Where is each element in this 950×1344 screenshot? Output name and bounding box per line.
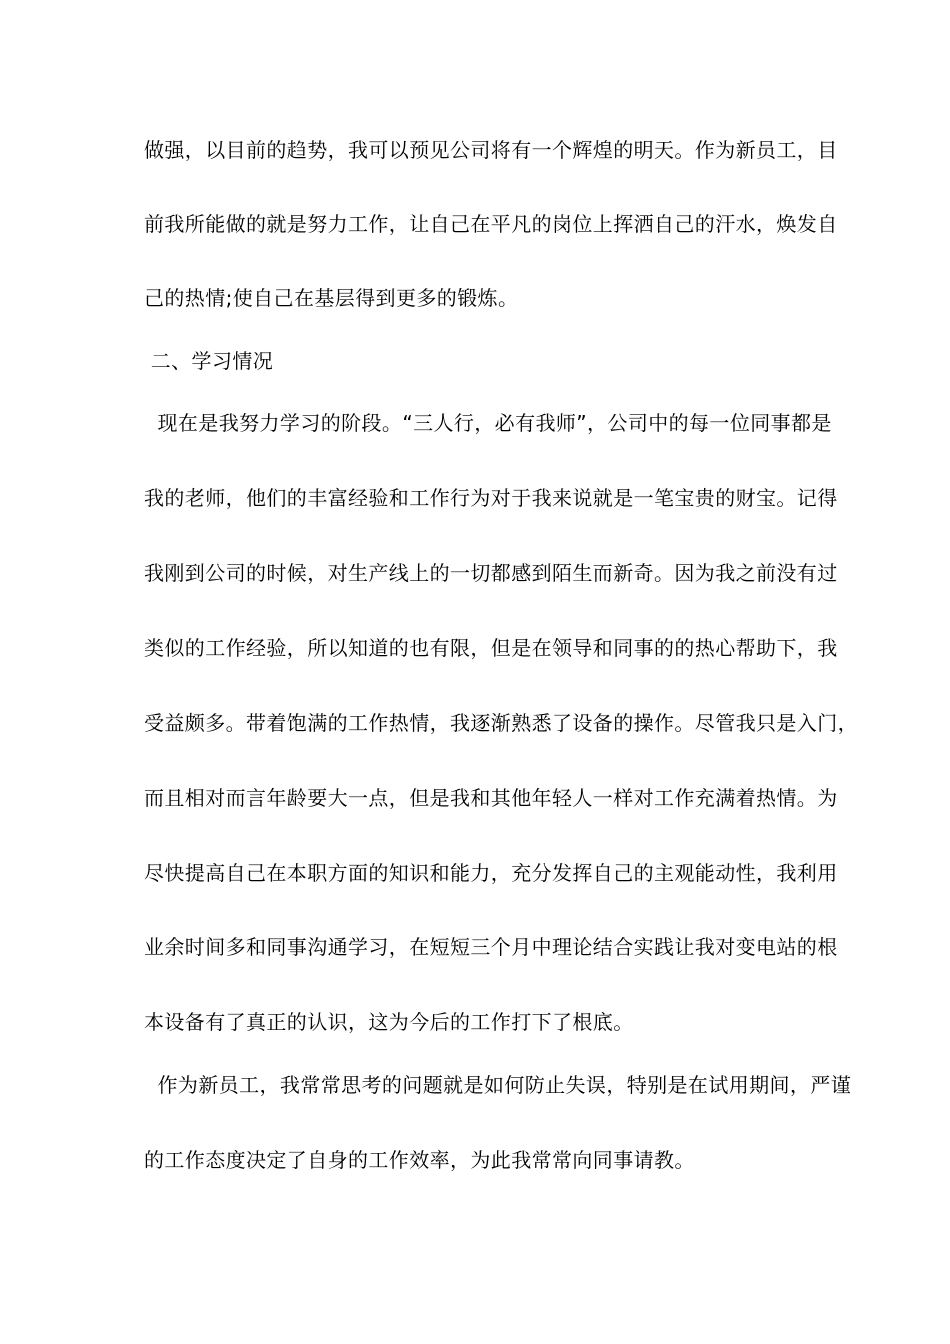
text-line: 我的老师，他们的丰富经验和工作行为对于我来说就是一笔宝贵的财宝。记得 — [144, 486, 838, 510]
text-line: 受益颇多。带着饱满的工作热情，我逐渐熟悉了设备的操作。尽管我只是入门， — [144, 711, 858, 735]
text-line: 我刚到公司的时候，对生产线上的一切都感到陌生而新奇。因为我之前没有过 — [144, 561, 838, 585]
text-line: 业余时间多和同事沟通学习，在短短三个月中理论结合实践让我对变电站的根 — [144, 935, 838, 959]
text-line: 做强，以目前的趋势，我可以预见公司将有一个辉煌的明天。作为新员工，目 — [144, 138, 838, 162]
text-line: 尽快提高自己在本职方面的知识和能力，充分发挥自己的主观能动性，我利用 — [144, 861, 838, 885]
text-line: 现在是我努力学习的阶段。“三人行，必有我师”，公司中的每一位同事都是 — [144, 411, 832, 435]
text-line: 己的热情;使自己在基层得到更多的锻炼。 — [144, 286, 519, 310]
text-line: 类似的工作经验，所以知道的也有限，但是在领导和同事的的热心帮助下，我 — [144, 636, 838, 660]
text-line: 而且相对而言年龄要大一点，但是我和其他年轻人一样对工作充满着热情。为 — [144, 786, 838, 810]
text-line: 本设备有了真正的认识，这为今后的工作打下了根底。 — [144, 1010, 634, 1034]
text-line: 前我所能做的就是努力工作，让自己在平凡的岗位上挥洒自己的汗水，焕发自 — [144, 212, 838, 236]
text-line: 的工作态度决定了自身的工作效率，为此我常常向同事请教。 — [144, 1148, 695, 1172]
section-heading: 二、学习情况 — [144, 349, 274, 373]
text-line: 作为新员工，我常常思考的问题就是如何防止失误，特别是在试用期间，严谨 — [144, 1073, 852, 1097]
